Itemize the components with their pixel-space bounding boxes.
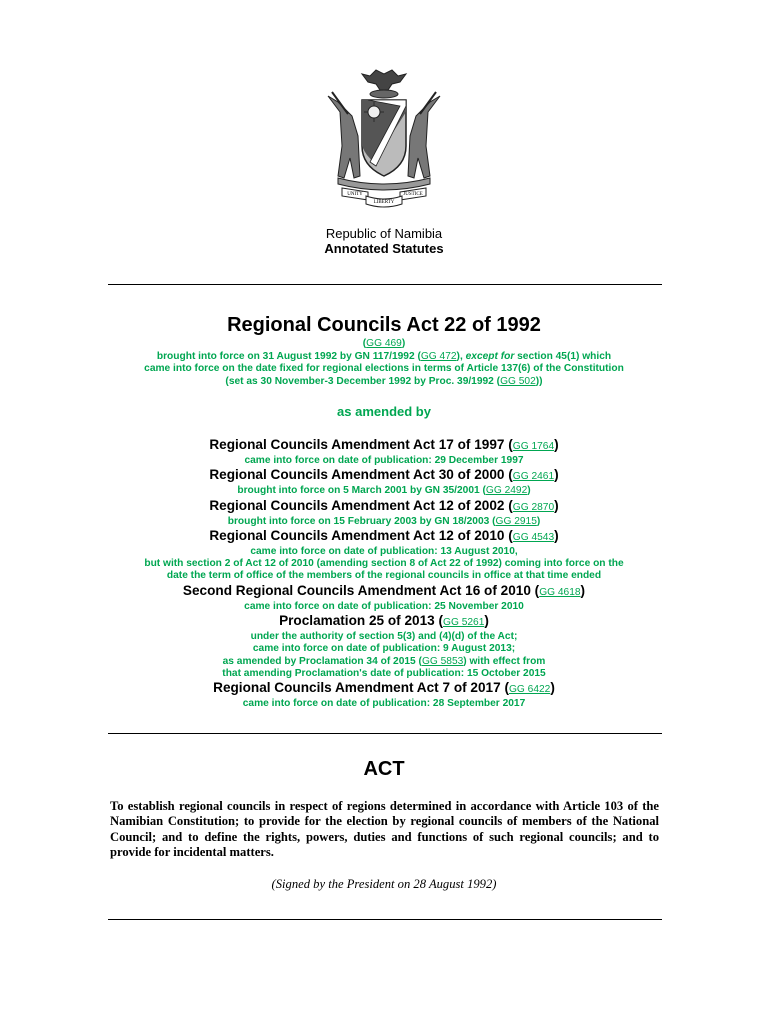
gazette-link[interactable]: GG 469 [366,338,402,349]
commencement-text: )) [535,375,543,387]
commencement-text: ), [456,350,466,362]
gazette-link[interactable]: GG 4618 [539,586,581,598]
commencement-except: except for [465,350,515,362]
commencement-note: (GG 469) brought into force on 31 August 1992 by GN 117/1992 (GG 472), except for section 45(1) which came into force on the date fixed for regional elections in terms of Article 137(6) of the Constitution (set as 30 November-3 December 1992 by Proc. 39/1992 (GG 502)) [100,338,668,388]
country-name: Republic of Namibia [325,226,443,241]
amendment-item [100,467,668,497]
amendment-list [100,437,668,711]
amendment-note [100,546,668,558]
amendment-title-text: Regional Councils Amendment Act 12 of 2010 [209,527,505,543]
amendment-note-text: brought into force on 15 February 2003 by GN 18/2003 ( [227,515,496,527]
amendment-title-text: Second Regional Councils Amendment Act 16 of 2010 [182,582,531,598]
commencement-text: brought into force on 31 August 1992 by GN 117/1992 ( [156,350,421,362]
amendment-note [100,558,668,570]
amendment-item [100,498,668,528]
commencement-text: (set as 30 November-3 December 1992 by Proc. 39/1992 ( [225,375,501,387]
amendment-title: Regional Councils Amendment Act 30 of 2000 (GG 2461) [209,467,559,483]
amendment-title-text: Regional Councils Amendment Act 7 of 2017 [213,680,501,696]
amendment-item [100,437,668,467]
motto-left: UNITY [347,192,363,197]
amendment-title: Regional Councils Amendment Act 12 of 2002 (GG 2870) [209,497,559,513]
amendment-title: Second Regional Councils Amendment Act 16 of 2010 (GG 4618) [182,582,586,598]
amendment-note [100,485,668,497]
divider-bottom [108,919,662,920]
amendment-title-text: Proclamation 25 of 2013 [279,613,435,629]
amendment-item [100,613,668,680]
coat-of-arms-icon [318,66,450,208]
amendment-note-text: date the term of office of the members of the regional councils in office at that time ended [166,570,602,582]
gazette-link[interactable]: GG 5853 [421,655,464,667]
gazette-link[interactable]: GG 2461 [512,471,555,483]
amendment-note-text: brought into force on 5 March 2001 by GN 35/2001 ( [237,485,486,497]
amendment-note-text: ) with effect from [463,655,546,667]
amendment-note [100,668,668,680]
gazette-link[interactable]: GG 2492 [485,485,528,497]
publication-header [0,226,768,256]
amendment-note-text: that amending Proclamation's date of publication: 15 October 2015 [222,667,546,679]
amendment-note [100,656,668,668]
commencement-text: section 45(1) which [514,350,612,362]
divider-top [108,284,662,285]
gazette-link[interactable]: GG 2915 [495,515,537,527]
amendment-note [100,516,668,528]
gazette-link[interactable]: GG 1764 [512,441,555,452]
amendment-item [100,680,668,710]
amendment-note-text: came into force on date of publication: 25 November 2010 [244,600,524,612]
amendment-note-text: came into force on date of publication: 9 August 2013; [252,643,516,655]
amendment-note [100,570,668,582]
signed-note: (Signed by the President on 28 August 1992) [271,877,497,891]
act-heading: ACT [363,758,405,780]
long-title: To establish regional councils in respect of regions determined in accordance with Article 103 of the Namibian Constitution; to provide for the election by regional councils of members of the National Council; and to define the rights, powers, duties and functions of such regional councils; and to provide for incidental matters. [110,799,659,860]
amended-by-label: as amended by [337,404,431,419]
amendment-title: Proclamation 25 of 2013 (GG 5261) [279,613,489,629]
motto-center: LIBERTY [373,200,395,205]
amendment-note [100,601,668,613]
amendment-note [100,698,668,710]
collection-name: Annotated Statutes [324,241,444,256]
amendment-item [100,528,668,583]
amendment-note-text: came into force on date of publication: 13 August 2010, [250,545,518,557]
act-title: Regional Councils Act 22 of 1992 [227,314,541,336]
amendment-title-text: Regional Councils Amendment Act 17 of 1997 [209,437,505,452]
amendment-note [100,631,668,643]
gazette-link[interactable]: GG 502 [500,375,536,387]
amendment-title-text: Regional Councils Amendment Act 12 of 2002 [209,497,505,513]
amendment-note-text: came into force on date of publication: 28 September 2017 [242,698,526,710]
amendment-note-text: came into force on date of publication: 29 December 1997 [244,455,524,466]
amendment-note-text: ) [536,515,541,527]
gazette-link[interactable]: GG 5261 [443,617,485,629]
amendment-note [100,643,668,655]
gazette-link[interactable]: GG 6422 [508,684,551,696]
divider-middle [108,733,662,734]
motto-right: JUSTICE [403,192,423,197]
amendment-title: Regional Councils Amendment Act 7 of 2017 (GG 6422) [213,680,555,696]
commencement-text: came into force on the date fixed for regional elections in terms of Article 137(6) of the Constitution [144,363,624,374]
amendment-note-text: but with section 2 of Act 12 of 2010 (amending section 8 of Act 22 of 1992) coming into force on the [144,558,624,570]
amendment-title: Regional Councils Amendment Act 17 of 1997 (GG 1764) [209,437,559,452]
amendment-title-text: Regional Councils Amendment Act 30 of 2000 [209,467,505,483]
gazette-link[interactable]: GG 2870 [512,501,555,513]
amendment-note-text: as amended by Proclamation 34 of 2015 ( [222,655,422,667]
amendment-note-text: under the authority of section 5(3) and (4)(d) of the Act; [250,631,518,643]
amendment-item [100,583,668,613]
amendment-note [100,455,668,467]
amendment-title: Regional Councils Amendment Act 12 of 2010 (GG 4543) [209,527,559,543]
gazette-link[interactable]: GG 472 [420,350,457,362]
gazette-link[interactable]: GG 4543 [512,531,555,543]
amendment-note-text: ) [527,485,531,497]
